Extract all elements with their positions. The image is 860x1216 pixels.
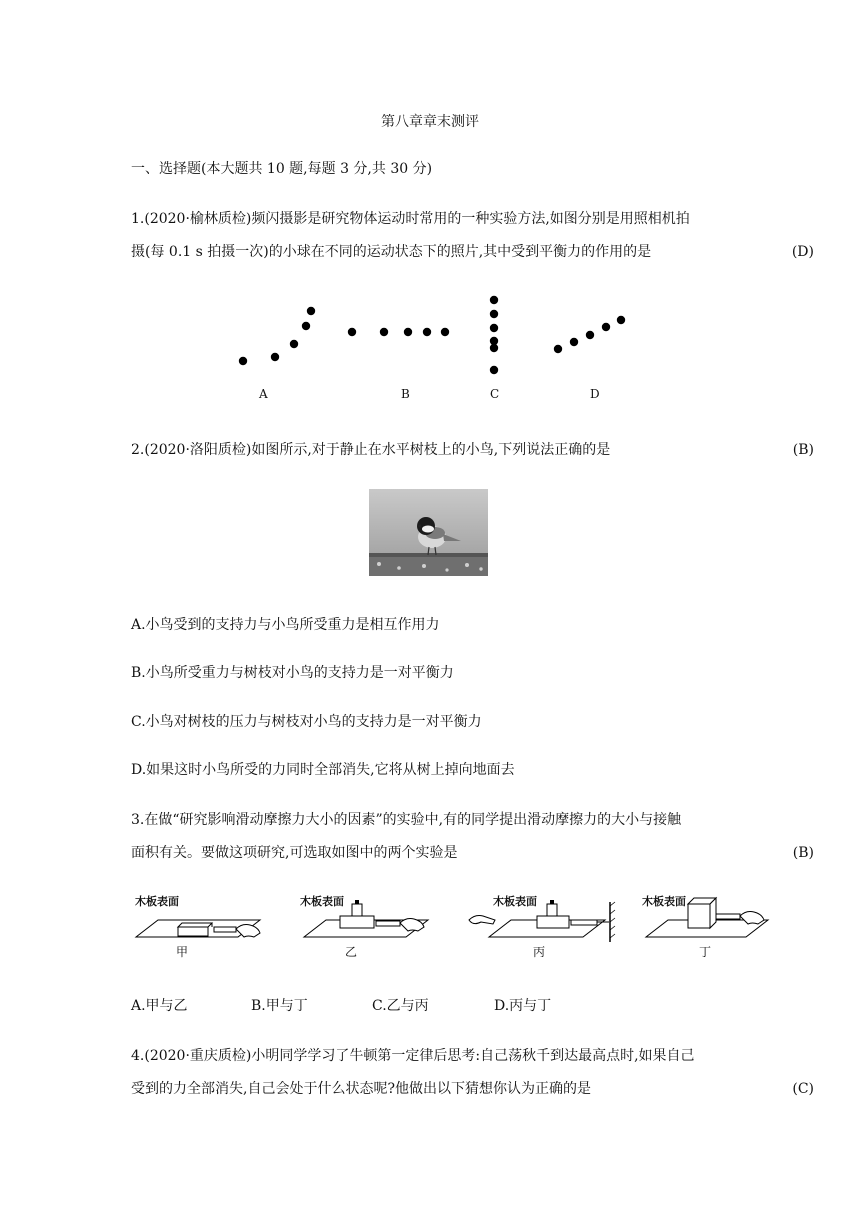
q2-stem: 2.(2020·洛阳质检)如图所示,对于静止在水平树枝上的小鸟,下列说法正确的是	[131, 442, 611, 458]
q3-answer: (B)	[792, 845, 814, 861]
experiment-bing	[465, 890, 625, 945]
fig-label-yi: 乙	[345, 945, 358, 959]
section-heading: 一、选择题(本大题共 10 题,每题 3 分,共 30 分)	[131, 161, 433, 177]
experiment-jia-surface: 木板表面	[135, 895, 179, 908]
q1-stem-line1: 1.(2020·榆林质检)频闪摄影是研究物体运动时常用的一种实验方法,如图分别是用照相机拍	[131, 211, 690, 227]
q3-option-d: D.丙与丁	[494, 998, 552, 1014]
figure-b-dots	[348, 328, 449, 336]
figure-a-dots	[239, 307, 315, 365]
q1-stem-line2: 摄(每 0.1 s 拍摄一次)的小球在不同的运动状态下的照片,其中受到平衡力的作用的是	[131, 244, 652, 260]
fig-label-ding: 丁	[699, 945, 712, 959]
q2-option-d: D.如果这时小鸟所受的力同时全部消失,它将从树上掉向地面去	[131, 762, 515, 778]
q1-strobe-figure	[225, 290, 645, 405]
experiment-ding-surface: 木板表面	[642, 895, 686, 908]
fig-label-jia: 甲	[176, 945, 189, 959]
q4-stem-line2: 受到的力全部消失,自己会处于什么状态呢?他做出以下猜想你认为正确的是	[131, 1081, 591, 1097]
figure-d-dots	[554, 316, 625, 353]
q1-answer: (D)	[791, 244, 814, 260]
figure-label-c: C	[490, 387, 500, 401]
q2-option-b: B.小鸟所受重力与树枝对小鸟的支持力是一对平衡力	[131, 665, 454, 681]
q3-option-b: B.甲与丁	[251, 998, 308, 1014]
bird-photo	[369, 489, 488, 576]
q2-option-a: A.小鸟受到的支持力与小鸟所受重力是相互作用力	[131, 617, 440, 633]
figure-c-dots	[490, 296, 498, 374]
q2-answer: (B)	[792, 442, 814, 458]
fig-label-bing: 丙	[533, 945, 546, 959]
figure-label-b: B	[401, 387, 410, 401]
q2-option-c: C.小鸟对树枝的压力与树枝对小鸟的支持力是一对平衡力	[131, 714, 482, 730]
q3-option-a: A.甲与乙	[131, 998, 188, 1014]
experiment-yi-surface: 木板表面	[300, 895, 344, 908]
figure-label-a: A	[259, 387, 268, 401]
page-title: 第八章章末测评	[381, 114, 479, 130]
experiment-bing-surface: 木板表面	[493, 895, 537, 908]
q4-answer: (C)	[792, 1081, 814, 1097]
q3-stem-line1: 3.在做“研究影响滑动摩擦力大小的因素”的实验中,有的同学提出滑动摩擦力的大小与接触	[131, 812, 682, 828]
figure-label-d: D	[590, 387, 600, 401]
q3-stem-line2: 面积有关。要做这项研究,可选取如图中的两个实验是	[131, 845, 458, 861]
q3-option-c: C.乙与丙	[372, 998, 429, 1014]
q4-stem-line1: 4.(2020·重庆质检)小明同学学习了牛顿第一定律后思考:自己荡秋千到达最高点时,如果自己	[131, 1048, 695, 1064]
